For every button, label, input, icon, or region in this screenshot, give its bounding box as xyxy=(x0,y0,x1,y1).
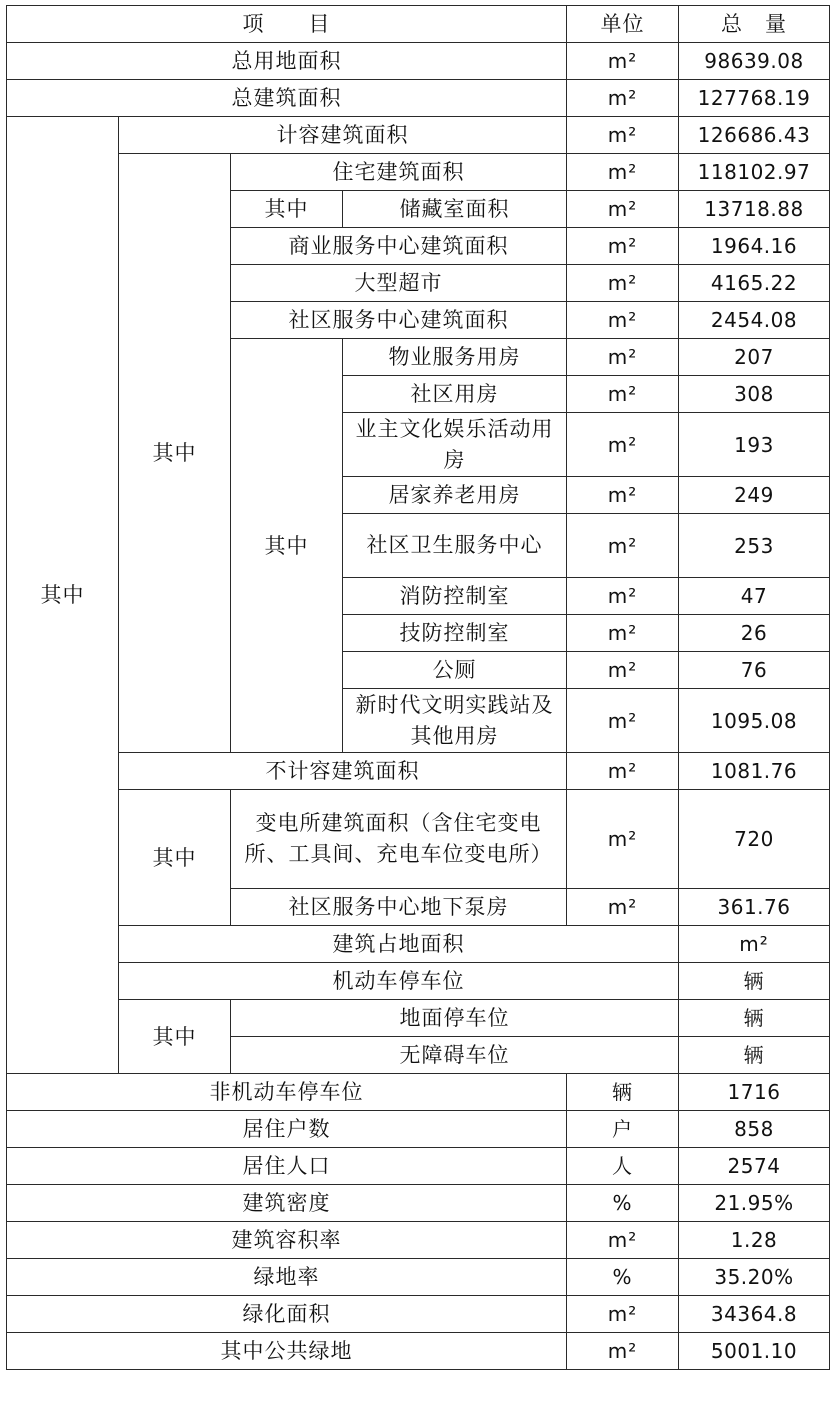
row-name: 消防控制室 xyxy=(343,578,567,615)
row-unit: m² xyxy=(567,689,679,753)
table-row xyxy=(7,1148,830,1185)
row-unit: 辆 xyxy=(679,963,830,1000)
row-unit: m² xyxy=(567,413,679,477)
table-row xyxy=(7,1259,830,1296)
row-unit: m² xyxy=(567,615,679,652)
row-name: 机动车停车位 xyxy=(119,963,679,1000)
row-unit: m² xyxy=(567,1222,679,1259)
table-row xyxy=(7,926,830,963)
row-value: 1095.08 xyxy=(679,689,830,753)
row-value: 21.95% xyxy=(679,1185,830,1222)
row-unit: m² xyxy=(567,790,679,889)
row-value: 720 xyxy=(679,790,830,889)
table-row xyxy=(7,1185,830,1222)
row-value: 361.76 xyxy=(679,889,830,926)
row-unit: m² xyxy=(567,652,679,689)
row-value: 1081.76 xyxy=(679,753,830,790)
row-value: 76 xyxy=(679,652,830,689)
row-value: 5001.10 xyxy=(679,1333,830,1370)
row-unit: % xyxy=(567,1185,679,1222)
row-value: 118102.97 xyxy=(679,154,830,191)
row-unit: 辆 xyxy=(679,1000,830,1037)
row-name: 社区服务中心建筑面积 xyxy=(231,302,567,339)
row-unit: m² xyxy=(567,514,679,578)
row-value: 47 xyxy=(679,578,830,615)
row-name: 住宅建筑面积 xyxy=(231,154,567,191)
group-label-qizhong: 其中 xyxy=(231,191,343,228)
row-name: 社区服务中心地下泵房 xyxy=(231,889,567,926)
row-name: 建筑容积率 xyxy=(7,1222,567,1259)
row-unit: 人 xyxy=(567,1148,679,1185)
row-unit: % xyxy=(567,1259,679,1296)
row-unit: m² xyxy=(567,228,679,265)
row-name: 非机动车停车位 xyxy=(7,1074,567,1111)
row-unit: m² xyxy=(567,477,679,514)
row-value: 13718.88 xyxy=(679,191,830,228)
row-value: 858 xyxy=(679,1111,830,1148)
group-label-qizhong: 其中 xyxy=(119,1000,231,1074)
table-row xyxy=(7,117,830,154)
row-value: 207 xyxy=(679,339,830,376)
row-name: 绿化面积 xyxy=(7,1296,567,1333)
row-name: 绿地率 xyxy=(7,1259,567,1296)
technical-indicators-table xyxy=(6,5,830,1370)
row-name: 物业服务用房 xyxy=(343,339,567,376)
group-label-qizhong: 其中 xyxy=(119,790,231,926)
table-row xyxy=(7,1111,830,1148)
row-name: 储藏室面积 xyxy=(343,191,567,228)
row-unit: m² xyxy=(567,80,679,117)
row-name: 社区卫生服务中心 xyxy=(343,514,567,578)
row-name: 居家养老用房 xyxy=(343,477,567,514)
header-row xyxy=(7,6,830,43)
row-unit: 辆 xyxy=(679,1037,830,1074)
row-value: 4165.22 xyxy=(679,265,830,302)
row-unit: m² xyxy=(679,926,830,963)
table-row xyxy=(7,1296,830,1333)
table-row xyxy=(7,1074,830,1111)
row-name: 大型超市 xyxy=(231,265,567,302)
row-value: 26 xyxy=(679,615,830,652)
row-value: 2574 xyxy=(679,1148,830,1185)
row-unit: 辆 xyxy=(567,1074,679,1111)
table-row xyxy=(7,1333,830,1370)
row-value: 1716 xyxy=(679,1074,830,1111)
row-unit: m² xyxy=(567,1333,679,1370)
group-label-qizhong: 其中 xyxy=(7,117,119,1074)
row-value: 308 xyxy=(679,376,830,413)
row-unit: m² xyxy=(567,117,679,154)
row-name: 总建筑面积 xyxy=(7,80,567,117)
table-row xyxy=(7,1000,830,1037)
row-unit: m² xyxy=(567,43,679,80)
row-name: 地面停车位 xyxy=(231,1000,679,1037)
row-unit: m² xyxy=(567,302,679,339)
table-row xyxy=(7,154,830,191)
table-row xyxy=(7,80,830,117)
row-name: 变电所建筑面积（含住宅变电所、工具间、充电车位变电所） xyxy=(231,790,567,889)
row-value: 98639.08 xyxy=(679,43,830,80)
row-unit: m² xyxy=(567,753,679,790)
row-name: 建筑占地面积 xyxy=(119,926,679,963)
row-name: 建筑密度 xyxy=(7,1185,567,1222)
row-value: 249 xyxy=(679,477,830,514)
row-name: 业主文化娱乐活动用房 xyxy=(343,413,567,477)
row-unit: m² xyxy=(567,578,679,615)
row-value: 34364.8 xyxy=(679,1296,830,1333)
row-name: 公厕 xyxy=(343,652,567,689)
row-value: 253 xyxy=(679,514,830,578)
row-unit: m² xyxy=(567,191,679,228)
row-value: 127768.19 xyxy=(679,80,830,117)
row-name: 其中公共绿地 xyxy=(7,1333,567,1370)
group-label-qizhong: 其中 xyxy=(231,339,343,753)
row-unit: m² xyxy=(567,1296,679,1333)
row-name: 计容建筑面积 xyxy=(119,117,567,154)
row-unit: 户 xyxy=(567,1111,679,1148)
row-name: 不计容建筑面积 xyxy=(119,753,567,790)
header-unit: 单位 xyxy=(567,6,679,43)
header-total: 总 量 xyxy=(679,6,830,43)
row-value: 1.28 xyxy=(679,1222,830,1259)
table-row xyxy=(7,1222,830,1259)
table-row xyxy=(7,753,830,790)
row-name: 居住人口 xyxy=(7,1148,567,1185)
row-unit: m² xyxy=(567,154,679,191)
row-value: 2454.08 xyxy=(679,302,830,339)
table-row xyxy=(7,790,830,889)
row-unit: m² xyxy=(567,376,679,413)
row-name: 无障碍车位 xyxy=(231,1037,679,1074)
row-value: 35.20% xyxy=(679,1259,830,1296)
row-name: 社区用房 xyxy=(343,376,567,413)
row-name: 总用地面积 xyxy=(7,43,567,80)
row-value: 1964.16 xyxy=(679,228,830,265)
row-value: 126686.43 xyxy=(679,117,830,154)
row-name: 新时代文明实践站及其他用房 xyxy=(343,689,567,753)
group-label-qizhong: 其中 xyxy=(119,154,231,753)
row-name: 商业服务中心建筑面积 xyxy=(231,228,567,265)
header-item: 项 目 xyxy=(7,6,567,43)
row-unit: m² xyxy=(567,889,679,926)
row-unit: m² xyxy=(567,339,679,376)
row-unit: m² xyxy=(567,265,679,302)
table-row xyxy=(7,963,830,1000)
row-value: 193 xyxy=(679,413,830,477)
table-row xyxy=(7,43,830,80)
statistics-table-container xyxy=(6,5,830,1370)
row-name: 居住户数 xyxy=(7,1111,567,1148)
row-name: 技防控制室 xyxy=(343,615,567,652)
